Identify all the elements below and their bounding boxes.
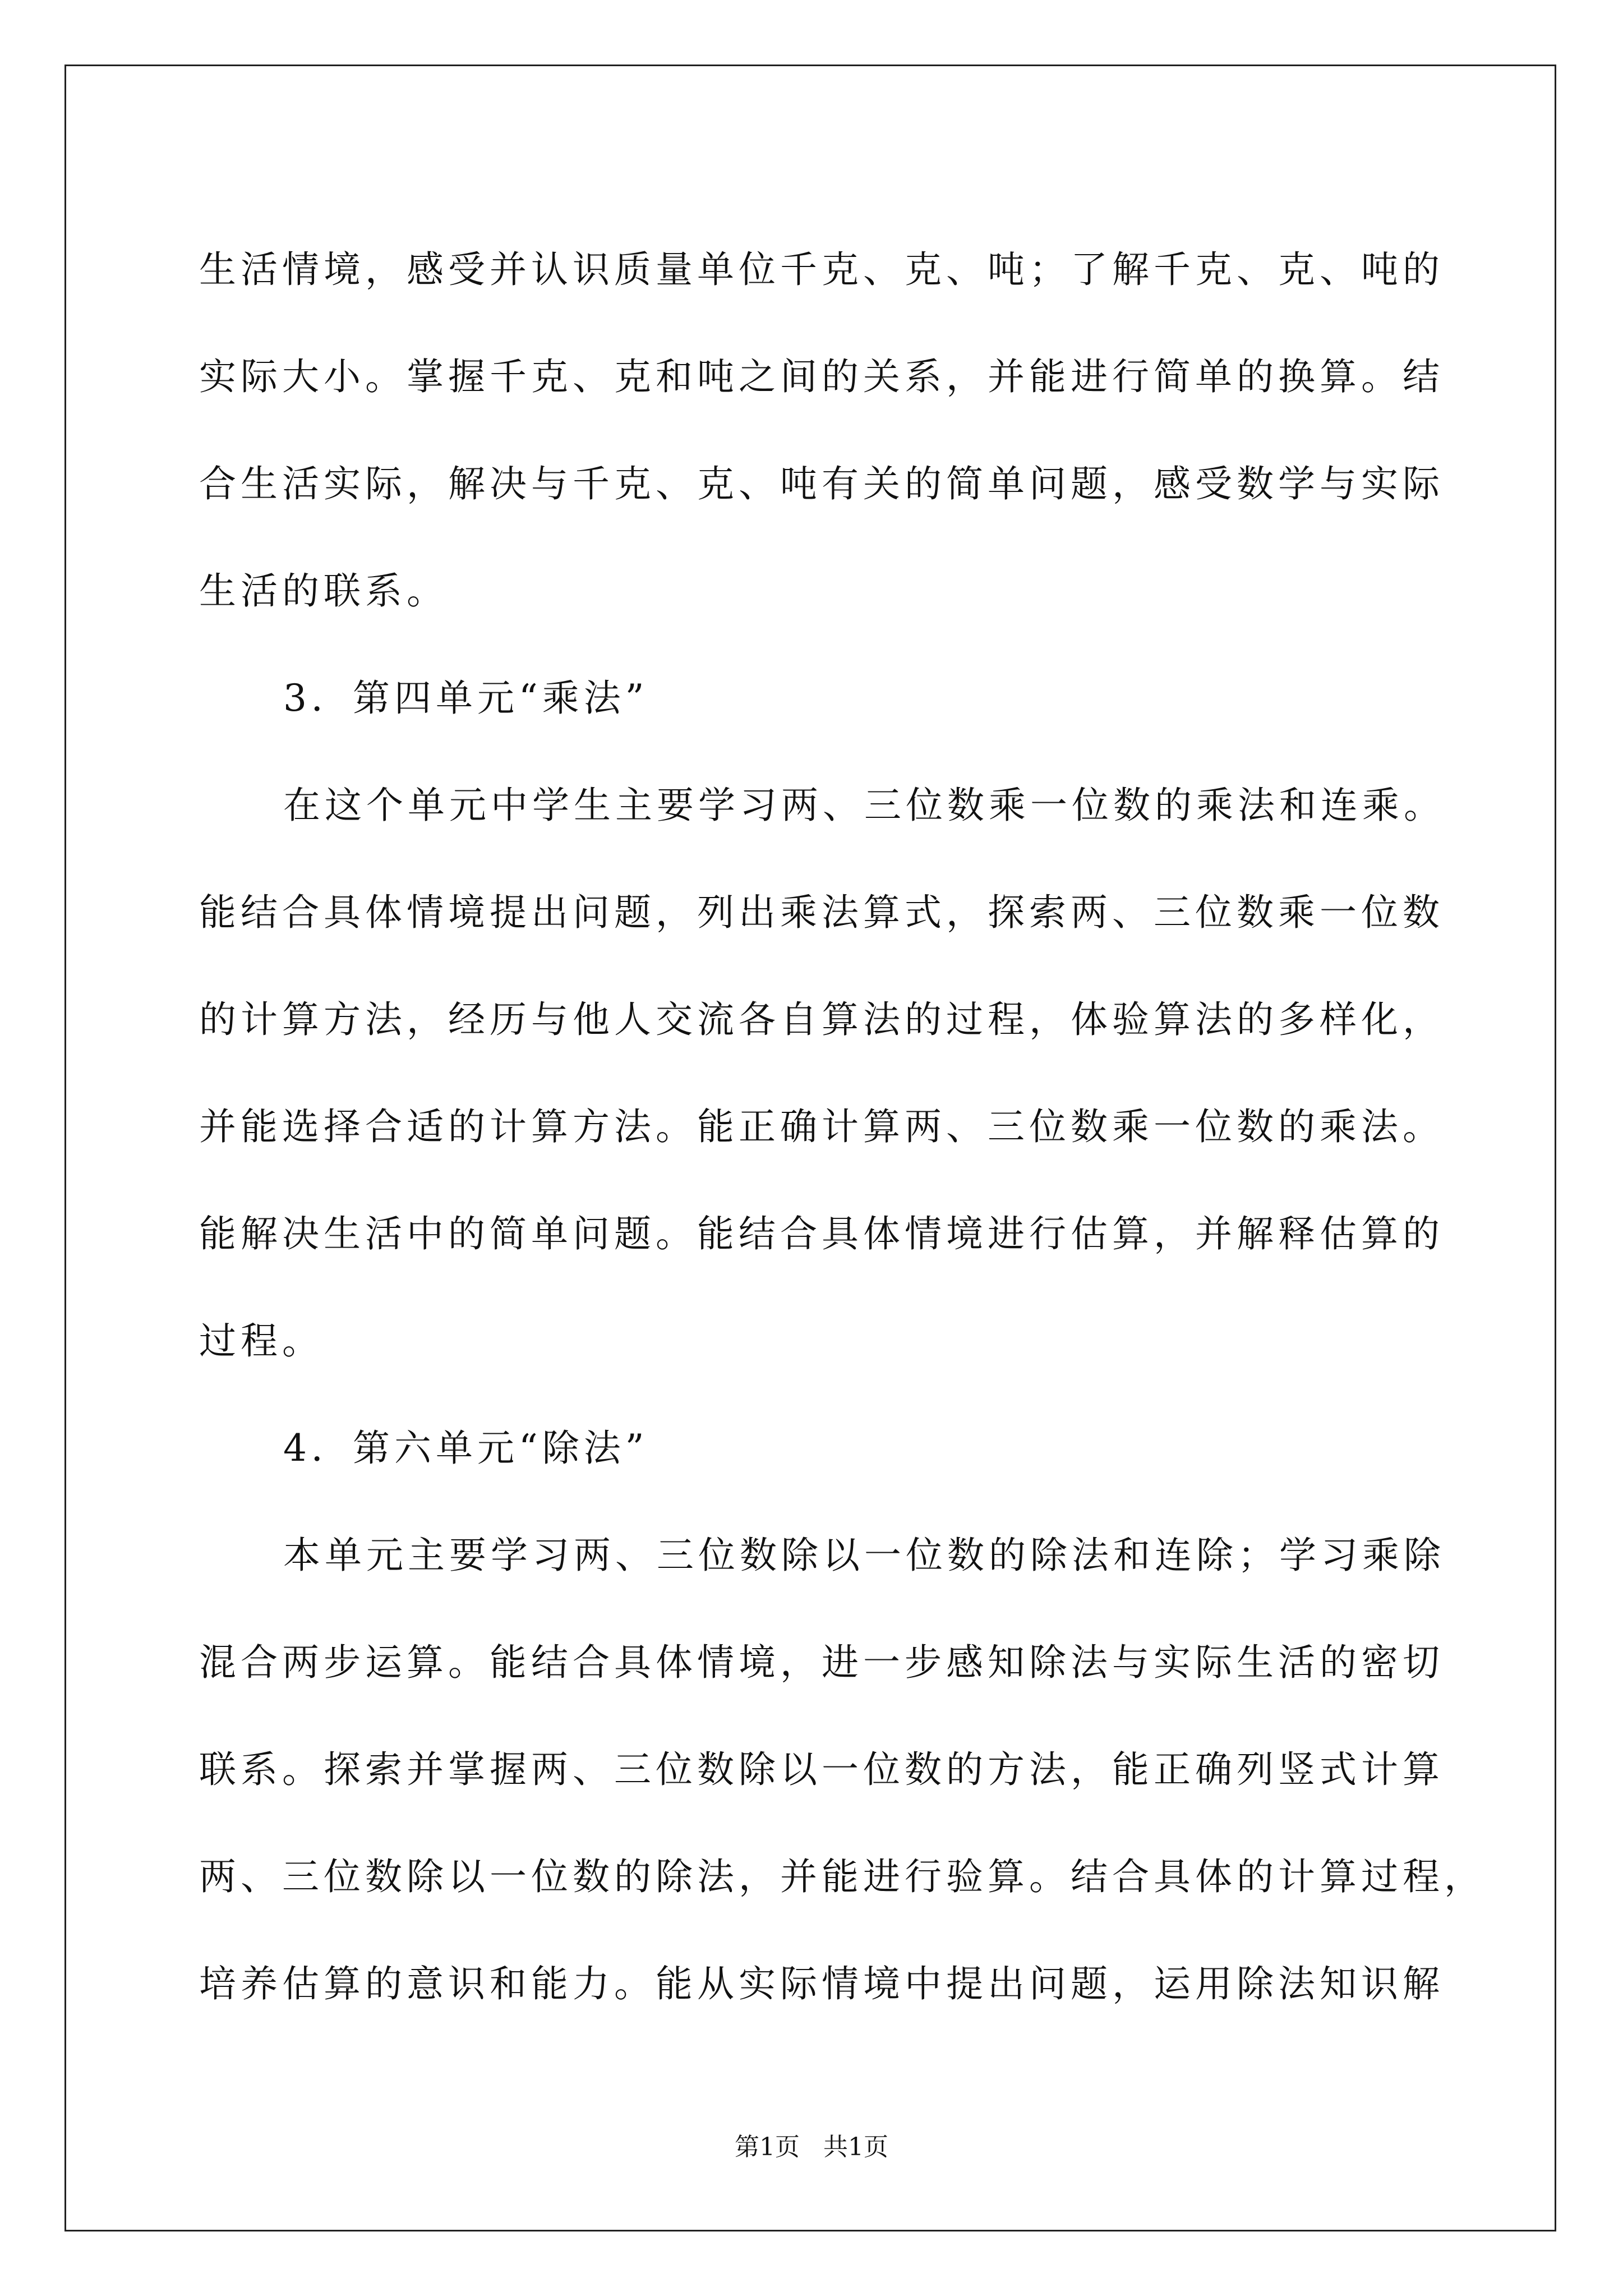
paragraph-line: 并能选择合适的计算方法。能正确计算两、三位数乘一位数的乘法。 (199, 1105, 1444, 1148)
paragraph-line: 两、三位数除以一位数的除法，并能进行验算。结合具体的计算过程， (199, 1855, 1486, 1898)
paragraph-line: 能结合具体情境提出问题，列出乘法算式，探索两、三位数乘一位数 (199, 891, 1444, 934)
page-number-footer: 第1页 共1页 (735, 2133, 888, 2161)
document-body (199, 216, 1486, 2037)
section-heading-unit-4: 3．第四单元“乘法” (283, 677, 649, 720)
paragraph-line: 过程。 (199, 1319, 324, 1363)
paragraph-line: 培养估算的意识和能力。能从实际情境中提出问题，运用除法知识解 (199, 1962, 1444, 2005)
paragraph-line: 实际大小。掌握千克、克和吨之间的关系，并能进行简单的换算。结 (199, 355, 1444, 398)
paragraph-line: 生活的联系。 (199, 569, 448, 613)
paragraph-line: 的计算方法，经历与他人交流各自算法的过程，体验算法的多样化， (199, 998, 1444, 1041)
paragraph-line: 在这个单元中学生主要学习两、三位数乘一位数的乘法和连乘。 (283, 784, 1445, 827)
paragraph-line: 本单元主要学习两、三位数除以一位数的除法和连除；学习乘除 (283, 1534, 1445, 1577)
paragraph-line: 生活情境，感受并认识质量单位千克、克、吨；了解千克、克、吨的 (199, 248, 1444, 291)
paragraph-line: 混合两步运算。能结合具体情境，进一步感知除法与实际生活的密切 (199, 1641, 1444, 1684)
section-heading-unit-6: 4．第六单元“除法” (283, 1427, 649, 1470)
paragraph-line: 能解决生活中的简单问题。能结合具体情境进行估算，并解释估算的 (199, 1212, 1444, 1255)
paragraph-line: 合生活实际，解决与千克、克、吨有关的简单问题，感受数学与实际 (199, 462, 1444, 505)
paragraph-line: 联系。探索并掌握两、三位数除以一位数的方法，能正确列竖式计算 (199, 1748, 1444, 1791)
